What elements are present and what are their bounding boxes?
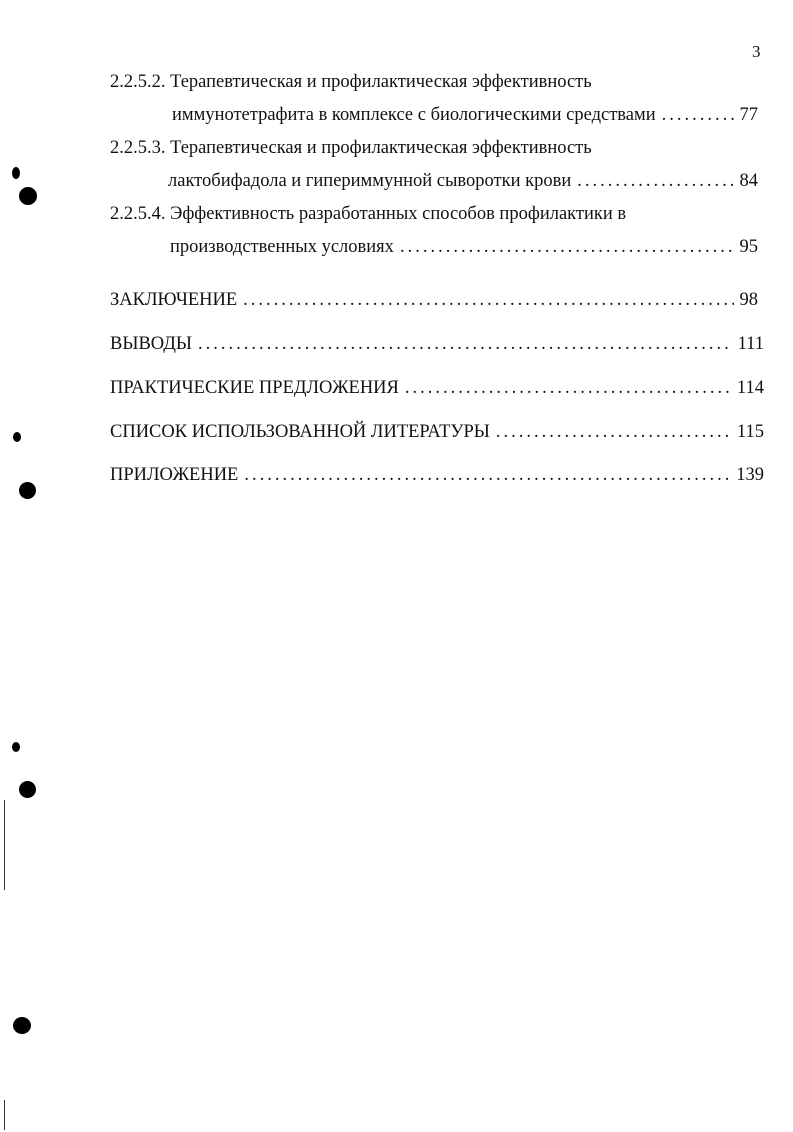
toc-entry-2-2-5-2-title xyxy=(110,70,592,94)
toc-section-title: ВЫВОДЫ xyxy=(110,334,193,354)
toc-entry-line2: производственных условиях xyxy=(170,237,394,257)
toc-section-title: СПИСОК ИСПОЛЬЗОВАННОЙ ЛИТЕРАТУРЫ xyxy=(110,422,490,442)
scan-speck-mark xyxy=(12,742,20,752)
toc-section-references[interactable] xyxy=(110,420,764,444)
toc-entry-2-2-5-3-line[interactable] xyxy=(168,169,758,193)
toc-section-title: ПРИЛОЖЕНИЕ xyxy=(110,465,239,485)
toc-entry-line1: Эффективность разработанных способов профилактики в xyxy=(170,204,627,224)
toc-entry-line2: иммунотетрафита в комплексе с биологическими средствами xyxy=(172,105,656,125)
toc-page-number: 111 xyxy=(737,334,764,354)
toc-page-number: 114 xyxy=(736,378,764,398)
toc-section-conclusions[interactable] xyxy=(110,332,764,356)
leader-dots xyxy=(244,463,730,487)
leader-dots xyxy=(405,376,731,400)
toc-section-conclusion[interactable] xyxy=(110,288,758,312)
punch-hole-mark xyxy=(19,482,36,499)
toc-entry-2-2-5-2-line[interactable] xyxy=(172,103,758,127)
leader-dots xyxy=(243,288,733,312)
scan-speck-mark xyxy=(12,167,20,179)
toc-entry-line1: Терапевтическая и профилактическая эффективность xyxy=(170,72,592,92)
toc-entry-2-2-5-4-title xyxy=(110,202,626,226)
toc-entry-number: 2.2.5.3. xyxy=(110,138,166,158)
leader-dots xyxy=(198,332,732,356)
toc-page-number: 98 xyxy=(739,290,758,310)
leader-dots xyxy=(496,420,731,444)
leader-dots xyxy=(400,235,734,259)
toc-entry-number: 2.2.5.4. xyxy=(110,204,166,224)
punch-hole-mark xyxy=(19,781,36,798)
punch-hole-mark xyxy=(19,187,37,205)
toc-page-number: 84 xyxy=(739,171,758,191)
toc-entry-number: 2.2.5.2. xyxy=(110,72,166,92)
toc-page-number: 115 xyxy=(736,422,764,442)
page-number: 3 xyxy=(752,42,761,61)
scan-speck-mark xyxy=(13,432,21,442)
toc-section-title: ПРАКТИЧЕСКИЕ ПРЕДЛОЖЕНИЯ xyxy=(110,378,399,398)
toc-section-practical-proposals[interactable] xyxy=(110,376,764,400)
leader-dots xyxy=(662,103,734,127)
scan-edge-mark xyxy=(4,800,5,890)
scan-edge-mark xyxy=(4,1100,5,1130)
toc-entry-line2: лактобифадола и гипериммунной сыворотки крови xyxy=(168,171,572,191)
leader-dots xyxy=(577,169,733,193)
toc-section-title: ЗАКЛЮЧЕНИЕ xyxy=(110,290,238,310)
toc-entry-line1: Терапевтическая и профилактическая эффективность xyxy=(170,138,592,158)
toc-section-appendix[interactable] xyxy=(110,463,764,487)
punch-hole-mark xyxy=(13,1017,31,1034)
toc-page-number: 139 xyxy=(736,465,764,485)
toc-page-number: 77 xyxy=(739,105,758,125)
toc-entry-2-2-5-3-title xyxy=(110,136,592,160)
toc-entry-2-2-5-4-line[interactable] xyxy=(170,235,758,259)
toc-page-number: 95 xyxy=(739,237,758,257)
